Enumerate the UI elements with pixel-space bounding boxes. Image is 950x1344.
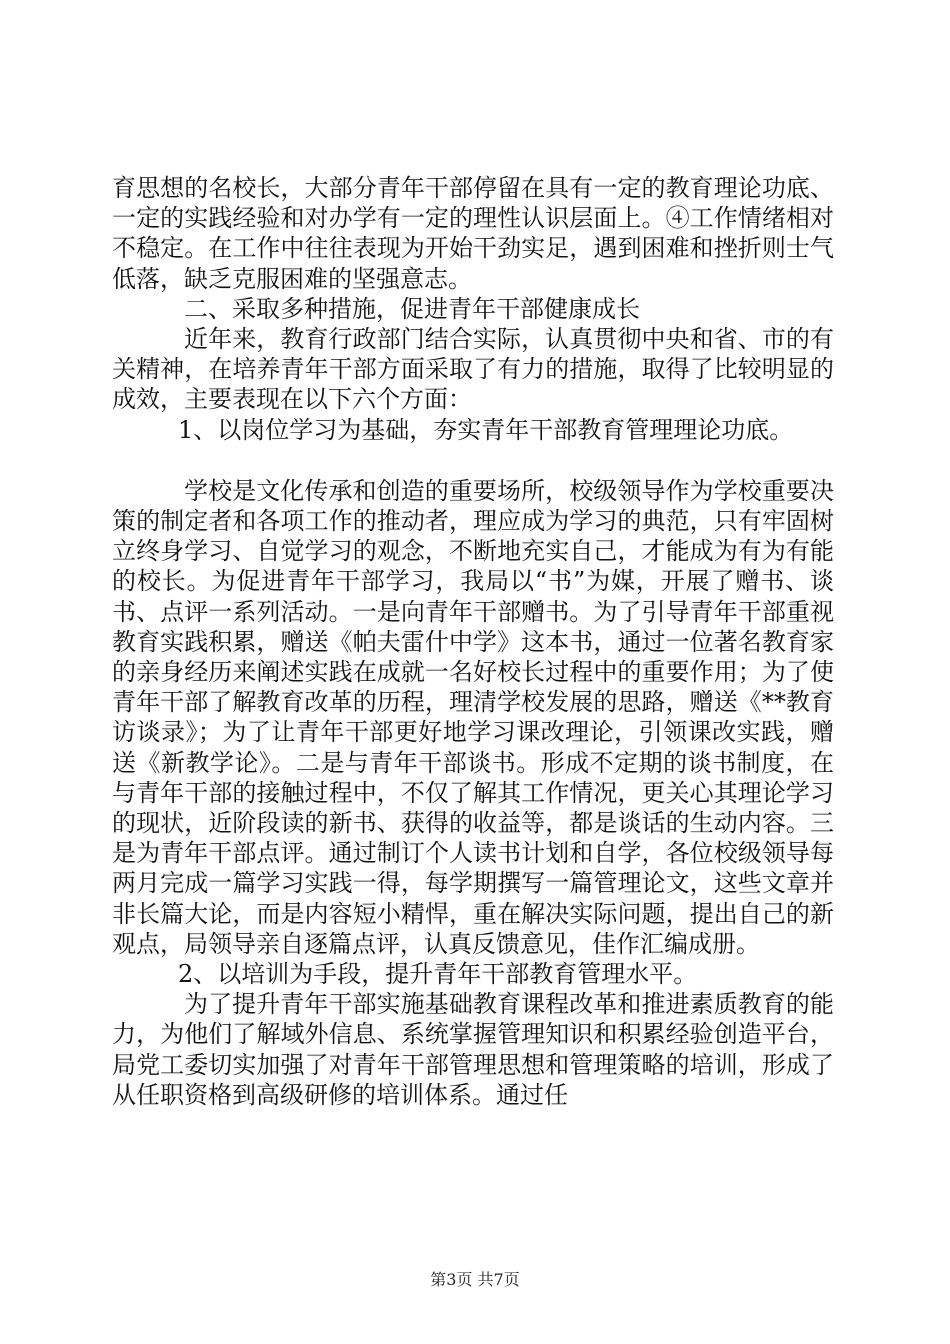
paragraph-continuation: 育思想的名校长，大部分青年干部停留在具有一定的教育理论功底、一定的实践经验和对办学有一定的理性认识层面上。④工作情绪相对不稳定。在工作中往往表现为开始干劲实足，遇到困难和挫折则士气低落，缺乏克服困难的坚强意志。 xyxy=(112,174,834,293)
subheading-2: 2、以培训为手段，提升青年干部教育管理水平。 xyxy=(178,960,698,989)
subheading-1: 1、以岗位学习为基础，夯实青年干部教育管理理论功底。 xyxy=(178,415,794,444)
section-heading: 二、采取多种措施，促进青年干部健康成长 xyxy=(184,294,640,323)
document-body xyxy=(112,173,834,1110)
paragraph-intro: 近年来，教育行政部门结合实际，认真贯彻中央和省、市的有关精神，在培养青年干部方面采取了有力的措施，取得了比较明显的成效，主要表现在以下六个方面： xyxy=(112,325,834,414)
paragraph-study: 学校是文化传承和创造的重要场所，校级领导作为学校重要决策的制定者和各项工作的推动者，理应成为学习的典范，只有牢固树立终身学习、自觉学习的观念，不断地充实自己，才能成为有为有能的校长。为促进青年干部学习，我局以“书”为媒，开展了赠书、谈书、点评一系列活动。一是向青年干部赠书。为了引导青年干部重视教育实践积累，赠送《帕夫雷什中学》这本书，通过一位著名教育家的亲身经历来阐述实践在成就一名好校长过程中的重要作用；为了使青年干部了解教育改革的历程，理清学校发展的思路，赠送《**教育访谈录》；为了让青年干部更好地学习课改理论，引领课改实践，赠送《新教学论》。二是与青年干部谈书。形成不定期的谈书制度，在与青年干部的接触过程中，不仅了解其工作情况，更关心其理论学习的现状，近阶段读的新书、获得的收益等，都是谈话的生动内容。三是为青年干部点评。通过制订个人读书计划和自学，各位校级领导每两月完成一篇学习实践一得，每学期撰写一篇管理论文，这些文章并非长篇大论，而是内容短小精悍，重在解决实际问题，提出自己的新观点，局领导亲自逐篇点评，认真反馈意见，佳作汇编成册。 xyxy=(112,476,834,958)
paragraph-training: 为了提升青年干部实施基础教育课程改革和推进素质教育的能力，为他们了解域外信息、系统掌握管理知识和积累经验创造平台，局党工委切实加强了对青年干部管理思想和管理策略的培训，形成了从任职资格到高级研修的培训体系。通过任 xyxy=(112,990,834,1109)
page-number: 第3页 共7页 xyxy=(430,1270,520,1289)
